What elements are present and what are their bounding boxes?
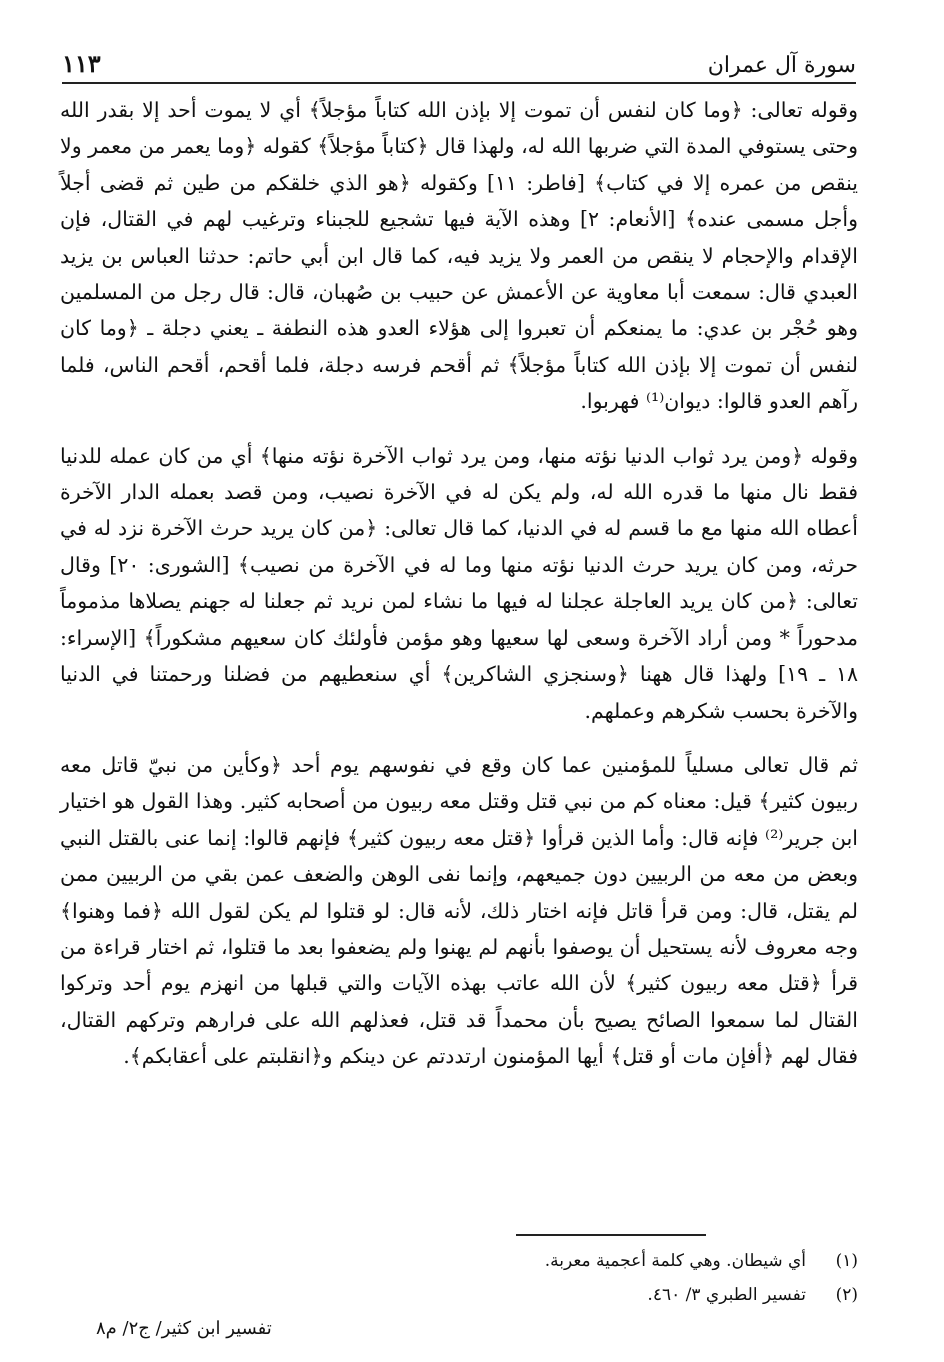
paragraph-3: ثم قال تعالى مسلياً للمؤمنين عما كان وقع في نفوسهم يوم أحد ﴿وكأين من نبيّ قاتل معه ربيون كثير﴾ قيل: معناه كم من نبي قتل وقتل معه ربيون من أصحابه كثير. وهذا القول هو اختيار ابن جرير⁽²⁾ فإنه قال: وأما الذين قرأوا ﴿قتل معه ربيون كثير﴾ فإنهم قالوا: إنما عنى بالقتل النبي وبعض من معه من الربيين دون جميعهم، وإنما نفى الوهن والضعف عمن بقي من الربيين ممن لم يقتل، قال: ومن قرأ قاتل فإنه اختار ذلك، لأنه قال: لو قتلوا لم يكن لقول الله ﴿فما وهنوا﴾ وجه معروف لأنه يستحيل أن يوصفوا بأنهم لم يهنوا ولم يضعفوا بعد ما قتلوا، ثم اختار قراءة من قرأ ﴿قتل معه ربيون كثير﴾ لأن الله عاتب بهذه الآيات والتي قبلها من انهزم يوم أحد وتركوا القتال لما سمعوا الصائح يصيح بأن محمداً قد قتل، فعذلهم الله على فرارهم وتركهم القتال، فقال لهم ﴿أفإن مات أو قتل﴾ أيها المؤمنون ارتددتم عن دينكم و﴿انقلبتم على أعقابكم﴾. bbox=[60, 752, 858, 1069]
surah-title: سورة آل عمران bbox=[707, 53, 856, 78]
footnote-text: أي شيطان. وهي كلمة أعجمية معربة. bbox=[544, 1251, 806, 1271]
footnote-divider bbox=[516, 1234, 706, 1236]
page-header bbox=[62, 38, 856, 84]
footnote-number: (٢) bbox=[835, 1285, 858, 1305]
footnote-text: تفسير الطبري ٣/ ٤٦٠. bbox=[647, 1285, 806, 1305]
footnote-1 bbox=[400, 1244, 858, 1278]
footnote-number: (١) bbox=[835, 1251, 858, 1271]
page-number: ١١٣ bbox=[62, 49, 101, 78]
footnote-2 bbox=[400, 1278, 858, 1312]
footnotes bbox=[400, 1244, 858, 1312]
page-footer: تفسير ابن كثير/ ج٢/ م٨ bbox=[96, 1318, 272, 1339]
main-text bbox=[60, 92, 858, 1093]
paragraph-2: وقوله ﴿ومن يرد ثواب الدنيا نؤته منها، ومن يرد ثواب الآخرة نؤته منها﴾ أي من كان عمله للدنيا فقط نال منها ما قدره الله له، ولم يكن له في الآخرة نصيب، ومن قصد بعمله الدار الآخرة أعطاه الله منها مع ما قسم له في الدنيا، كما قال تعالى: ﴿من كان يريد حرث الآخرة نزد له في حرثه، ومن كان يريد حرث الدنيا نؤته منها وما له في الآخرة من نصيب﴾ [الشورى: ٢٠] وقال تعالى: ﴿من كان يريد العاجلة عجلنا له فيها ما نشاء لمن نريد ثم جعلنا له جهنم يصلاها مذموماً مدحوراً * ومن أراد الآخرة وسعى لها سعيها وهو مؤمن فأولئك كان سعيهم مشكوراً﴾ [الإسراء: ١٨ ـ ١٩] ولهذا قال ههنا ﴿وسنجزي الشاكرين﴾ أي سنعطيهم من فضلنا ورحمتنا في الدنيا والآخرة بحسب شكرهم وعملهم. bbox=[60, 443, 858, 723]
paragraph-1: وقوله تعالى: ﴿وما كان لنفس أن تموت إلا بإذن الله كتاباً مؤجلاً﴾ أي لا يموت أحد إلا بقدر الله وحتى يستوفي المدة التي ضربها الله له، ولهذا قال ﴿كتاباً مؤجلاً﴾ كقوله ﴿وما يعمر من معمر ولا ينقص من عمره إلا في كتاب﴾ [فاطر: ١١] وكقوله ﴿هو الذي خلقكم من طين ثم قضى أجلاً وأجل مسمى عنده﴾ [الأنعام: ٢] وهذه الآية فيها تشجيع للجبناء وترغيب لهم في القتال، فإن الإقدام والإحجام لا ينقص من العمر ولا يزيد فيه، كما قال ابن أبي حاتم: حدثنا العباس بن يزيد العبدي قال: سمعت أبا معاوية عن الأعمش عن حبيب بن صُهبان، قال: قال رجل من المسلمين وهو حُجْر بن عدي: ما يمنعكم أن تعبروا إلى هؤلاء العدو هذه النطفة ـ يعني دجلة ـ ﴿وما كان لنفس أن تموت إلا بإذن الله كتاباً مؤجلاً﴾ ثم أقحم فرسه دجلة، فلما أقحم، أقحم الناس، فلما رآهم العدو قالوا: ديوان⁽¹⁾ فهربوا. bbox=[60, 98, 859, 414]
